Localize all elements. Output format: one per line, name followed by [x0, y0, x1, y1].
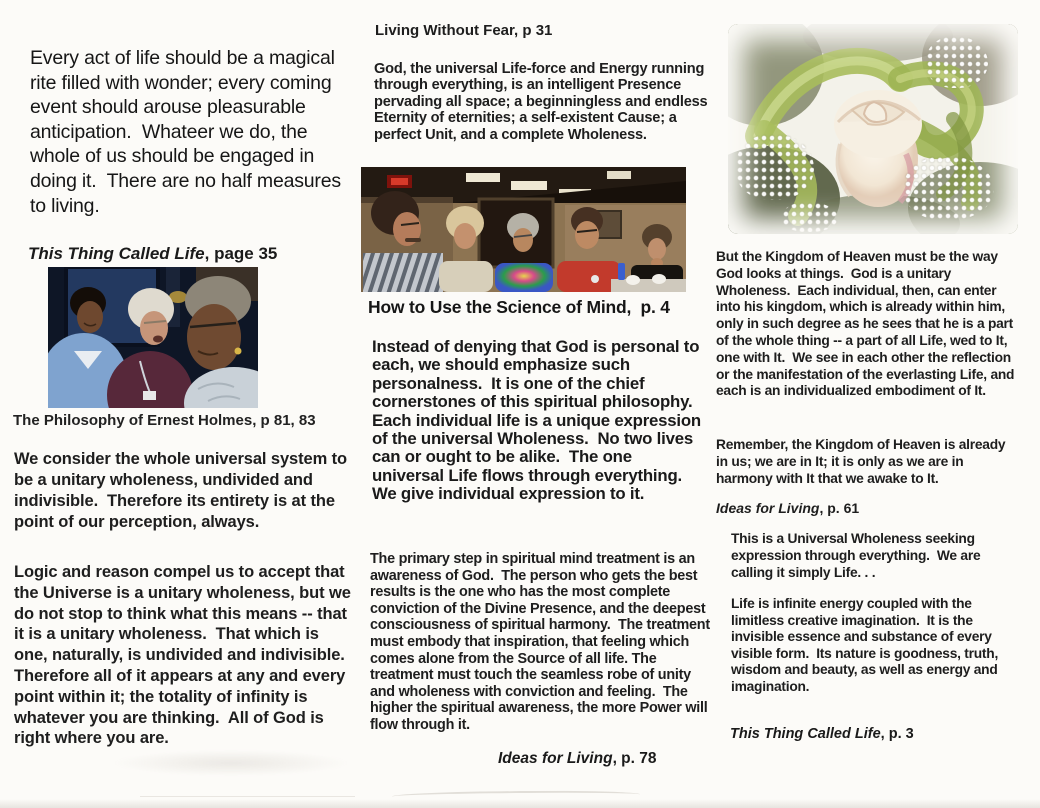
left-source-citation: [28, 244, 277, 264]
photo-three-women-art: [48, 267, 258, 408]
right-source-citation-1: [716, 500, 859, 516]
book-title: This Thing Called Life: [730, 726, 881, 742]
middle-paragraph-1: Instead of denying that God is personal to each, we should emphasize such personalness. It is one of the chief cornerstones of this spiritual philosophy. Each individual life is a unique expression of the universal Wholeness. No two lives can or ought to be alike. The one universal Life flows through everything. We give individual expression to it.: [372, 337, 706, 504]
right-quote-1: This is a Universal Wholeness seeking expression through everything. We are calling it simply Life. . .: [731, 531, 984, 580]
page-edge-shadow: [0, 799, 1040, 808]
book-title: Ideas for Living: [498, 750, 613, 767]
page-ref: , p. 61: [819, 500, 860, 516]
photo-white-rose: [728, 24, 1018, 234]
photo-seminar-group-art: [361, 167, 686, 292]
middle-paragraph-2: The primary step in spiritual mind treatment is an awareness of God. The person who gets the best results is the one who has the most complete conviction of the Divine Presence, and the deepest consciousness of spiritual harmony. The treatment must embody that inspiration, that feeling which comes alone from the Source of all life. The treatment must touch the seamless robe of unity and wholeness with conviction and feeling. The higher the spiritual awareness, the more Power will flow through it.: [370, 551, 714, 733]
right-paragraph-2: Remember, the Kingdom of Heaven is already in us; we are in It; it is only as we are in harmony with It that we awake to It.: [716, 437, 1009, 486]
book-title: This Thing Called Life: [28, 244, 205, 263]
middle-intro-quote: God, the universal Life-force and Energy running through everything, is an intelligent Presence pervading all space; a beginningless and endless Eternity of eternities; a self-existent Cause; a perfect Unit, and a complete Wholeness.: [374, 61, 712, 143]
page-ref: , p. 78: [612, 750, 657, 767]
middle-source-citation: [498, 750, 657, 768]
middle-source-header: Living Without Fear, p 31: [375, 22, 553, 39]
right-source-citation-2: [730, 726, 914, 742]
page-ref: , p. 3: [880, 726, 914, 742]
left-paragraph-1: We consider the whole universal system to be a unitary wholeness, undivided and indivisible. Therefore its entirety is at the point of our perception, always.: [14, 450, 352, 531]
middle-article-title: How to Use the Science of Mind, p. 4: [368, 297, 670, 317]
left-paragraph-2: Logic and reason compel us to accept that the Universe is a unitary wholeness, but we do not stop to think what this means -- that it is a unitary wholeness. That which is one, naturally, is undivided and indivisible. Therefore all of it appears at any and every point within it; the totality of infinity is whatever you are thinking. All of God is right where you are.: [14, 563, 356, 748]
photo-three-women: [48, 267, 258, 408]
photo-seminar-group: [361, 167, 686, 292]
photo-vignette: [728, 24, 1018, 234]
book-title: Ideas for Living: [716, 500, 820, 516]
right-quote-2: Life is infinite energy coupled with the limitless creative imagination. It is the invisible essence and substance of every visible form. Its nature is goodness, truth, wisdom and beauty, as well as energy and imagination.: [731, 596, 1002, 694]
left-photo-caption: The Philosophy of Ernest Holmes, p 81, 83: [13, 412, 316, 429]
right-paragraph-1: But the Kingdom of Heaven must be the way God looks at things. God is a unitary Wholeness. Each individual, then, can enter into his kingdom, which is already within him, only in such degree as he sees that he is a part of the whole thing -- a part of all Life, wed to It, one with It. We see in each other the reflection or the manifestation of the everlasting Life, and each is an individualized embodiment of It.: [716, 249, 1018, 399]
left-intro-quote: Every act of life should be a magical rite filled with wonder; every coming event should arouse pleasurable anticipation. Whateer we do, the whole of us should be engaged in doing it. There are no half measures to living.: [30, 47, 347, 217]
ink-bleed-smudge: [112, 750, 350, 776]
page-ref: , page 35: [204, 244, 278, 263]
